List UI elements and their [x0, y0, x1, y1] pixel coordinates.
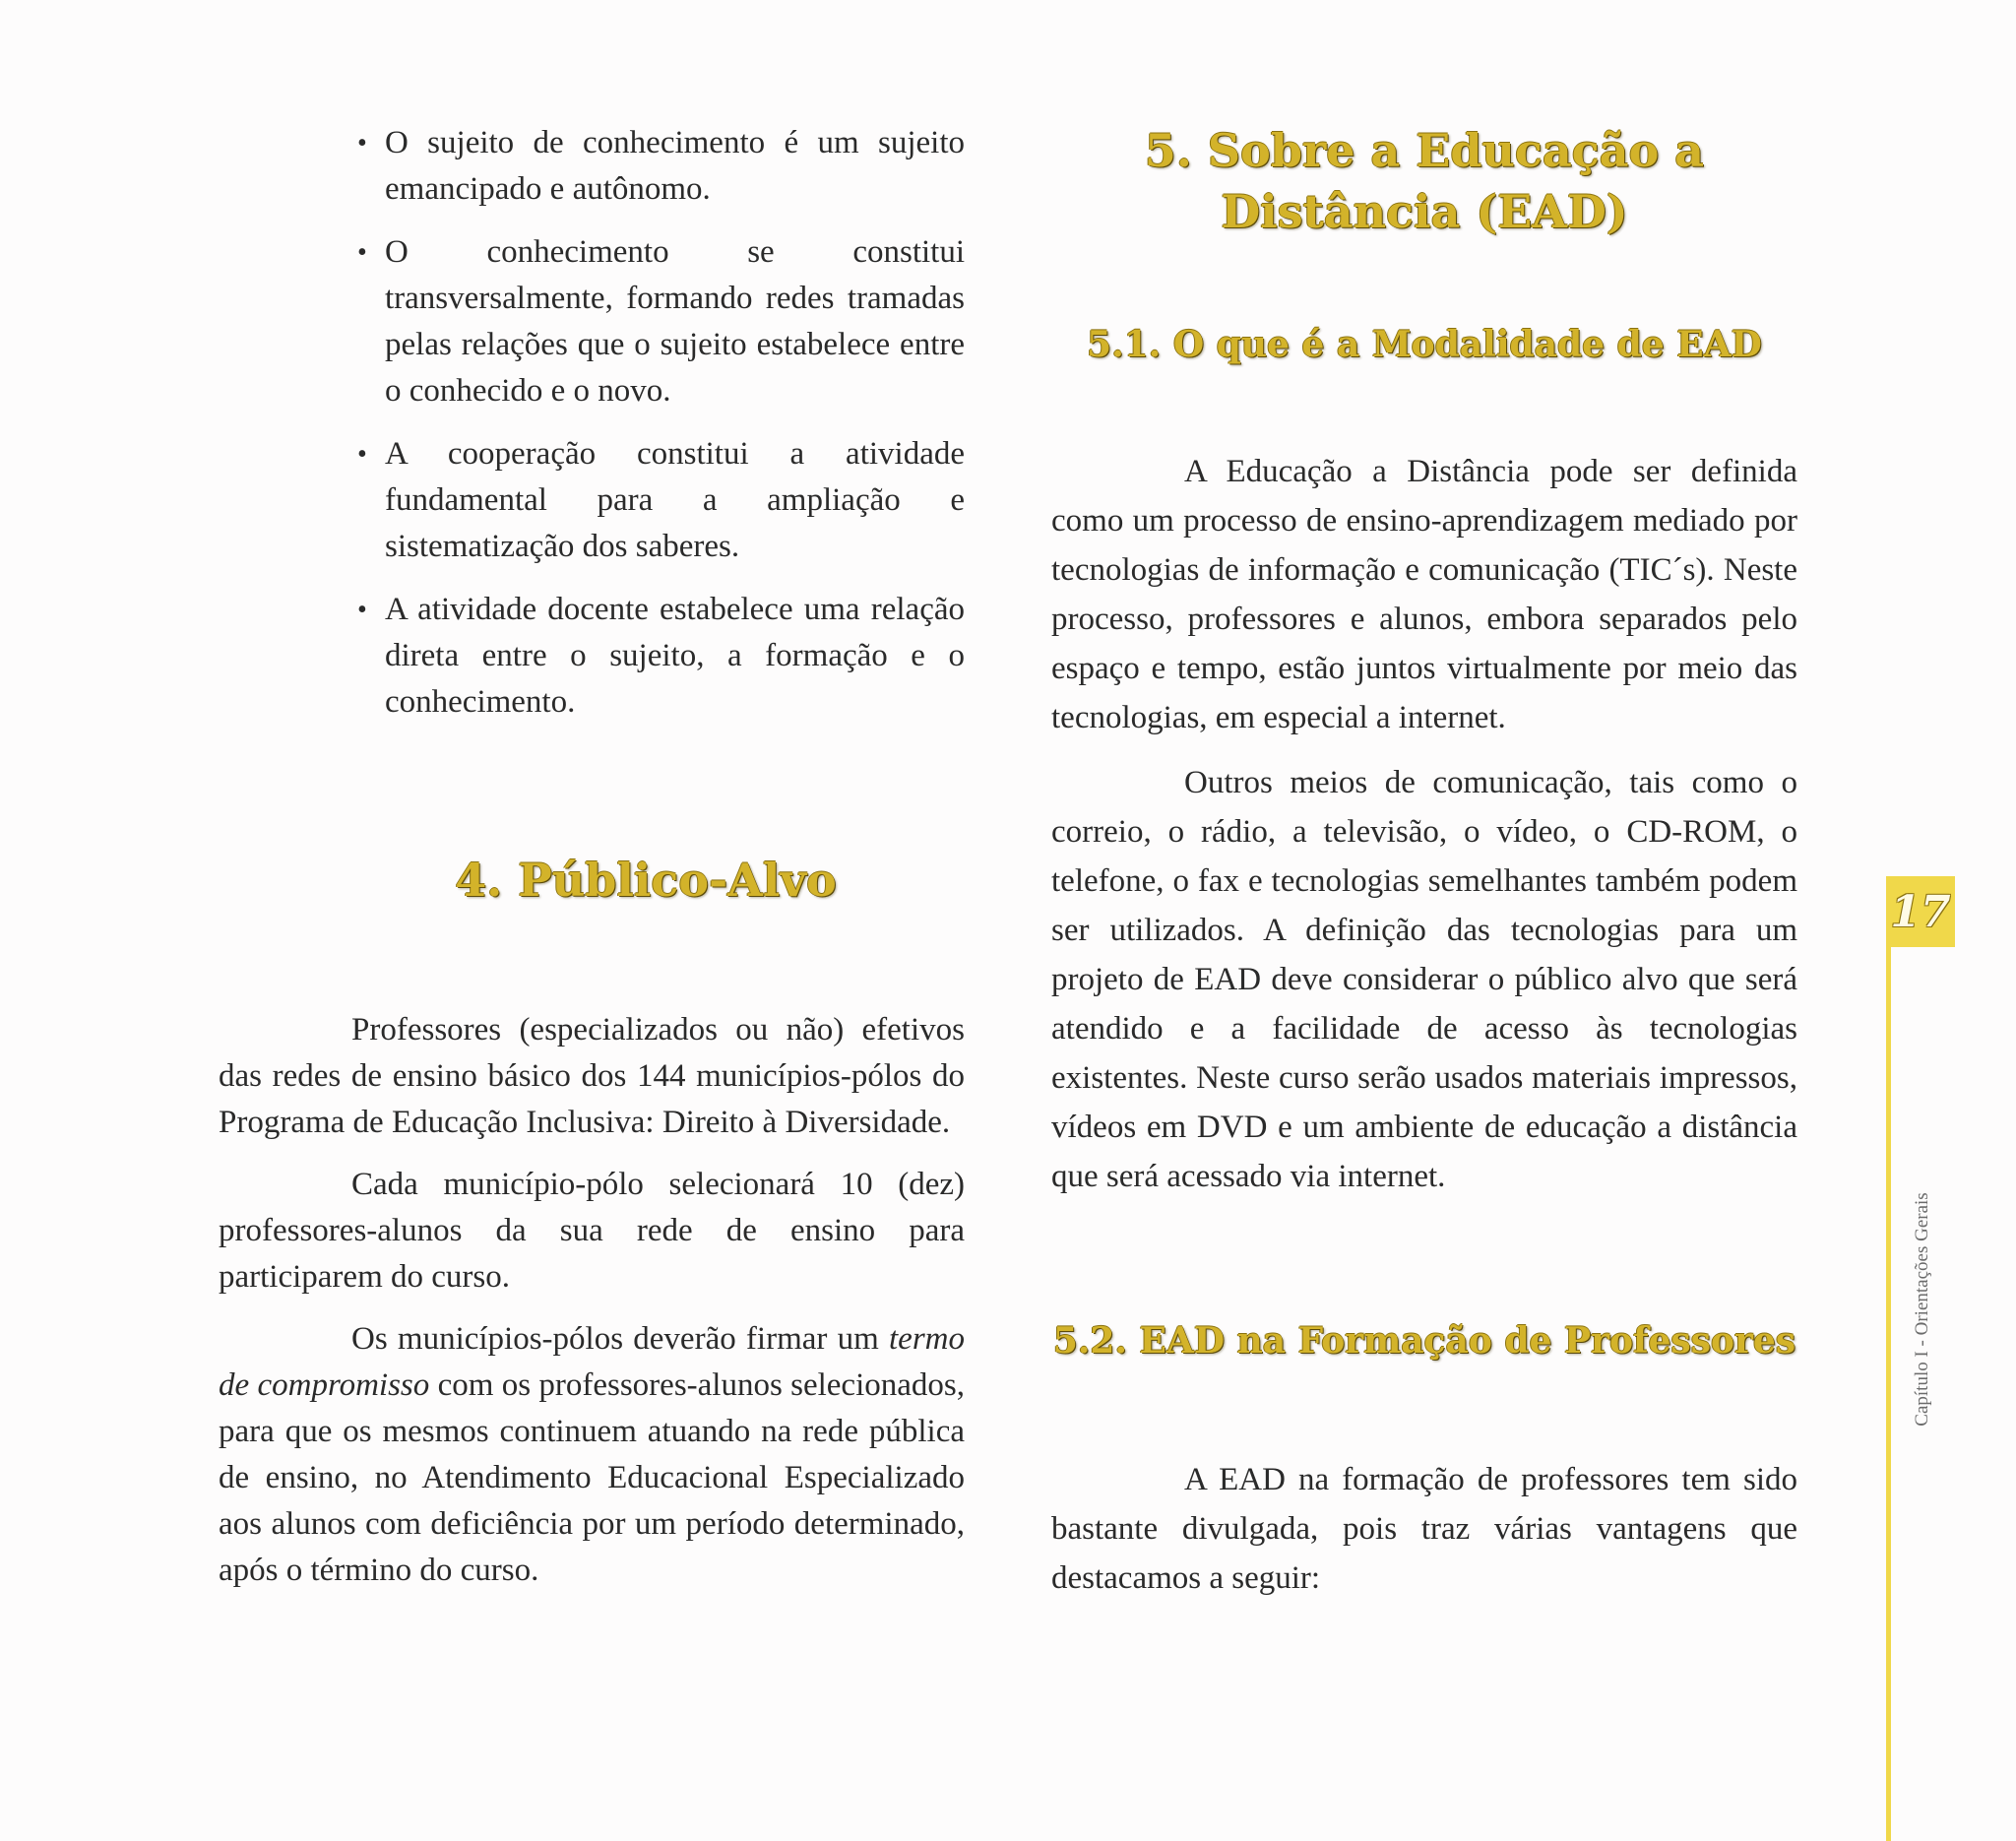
bullet-icon: •: [357, 595, 367, 625]
sidebar-rule: [1886, 945, 1891, 1841]
left-column: [219, 120, 965, 1594]
list-item-text: O sujeito de conhecimento é um sujeito emancipado e autônomo.: [385, 125, 965, 207]
bullet-icon: •: [357, 439, 367, 470]
principles-list: [351, 120, 965, 726]
list-item-text: A cooperação constitui a atividade fundamental para a ampliação e sistematização dos saberes.: [385, 436, 965, 564]
section-5-title: 5. Sobre a Educação a Distância (EAD): [1144, 124, 1705, 238]
subsection-5-1-title: 5.1. O que é a Modalidade de EAD: [1087, 324, 1762, 365]
commitment-paragraph: [219, 1316, 965, 1594]
list-item: [351, 229, 965, 414]
bullet-icon: •: [357, 237, 367, 268]
communication-means-paragraph: Outros meios de comunicação, tais como o correio, o rádio, a televisão, o vídeo, o CD-ROM, o telefone, o fax e tecnologias semelhantes também podem ser utilizados. A definição das tecnologias para um projeto de EAD deve considerar o público alvo que será atendido e a facilidade de acesso às tecnologias existentes. Neste curso serão usados materiais impressos, vídeos em DVD e um ambiente de educação a distância que será acessado via internet.: [1051, 765, 1797, 1194]
subsection-5-2-title: 5.2. EAD na Formação de Professores: [1052, 1320, 1796, 1362]
selection-paragraph: Cada município-pólo selecionará 10 (dez) professores-alunos da sua rede de ensino para participarem do curso.: [219, 1167, 965, 1295]
right-column: [1051, 120, 1797, 1603]
bullet-icon: •: [357, 128, 367, 159]
chapter-label: Capítulo I - Orientações Gerais: [1912, 1192, 1932, 1427]
commitment-text-end: com os professores-alunos selecionados, para que os mesmos continuem atuando na rede pública de ensino, no Atendimento Educacional Especializado aos alunos com deficiência por um período determinado, após o término do curso.: [219, 1367, 965, 1588]
list-item-text: A atividade docente estabelece uma relação direta entre o sujeito, a formação e o conhecimento.: [385, 592, 965, 720]
teacher-training-paragraph: A EAD na formação de professores tem sido bastante divulgada, pois traz várias vantagens que destacamos a seguir:: [1051, 1462, 1797, 1596]
list-item: [351, 120, 965, 213]
ead-definition-paragraph: A Educação a Distância pode ser definida como um processo de ensino-aprendizagem mediado por tecnologias de informação e comunicação (TIC´s). Neste processo, professores e alunos, embora separados pelo espaço e tempo, estão juntos virtualmente por meio das tecnologias, em especial a internet.: [1051, 454, 1797, 735]
target-audience-paragraph: Professores (especializados ou não) efetivos das redes de ensino básico dos 144 municípios-pólos do Programa de Educação Inclusiva: Direito à Diversidade.: [219, 1012, 965, 1140]
page-number-tab: [1886, 876, 1955, 947]
commitment-text-start: Os municípios-pólos deverão firmar um: [351, 1321, 889, 1357]
list-item-text: O conhecimento se constitui transversalmente, formando redes tramadas pelas relações que o sujeito estabelece entre o conhecido e o novo.: [385, 234, 965, 409]
commitment-term: termo de compromisso: [219, 1321, 965, 1403]
list-item: [351, 431, 965, 570]
page-number: 17: [1890, 886, 1951, 937]
section-4-title: 4. Público-Alvo: [455, 854, 837, 907]
list-item: [351, 587, 965, 726]
